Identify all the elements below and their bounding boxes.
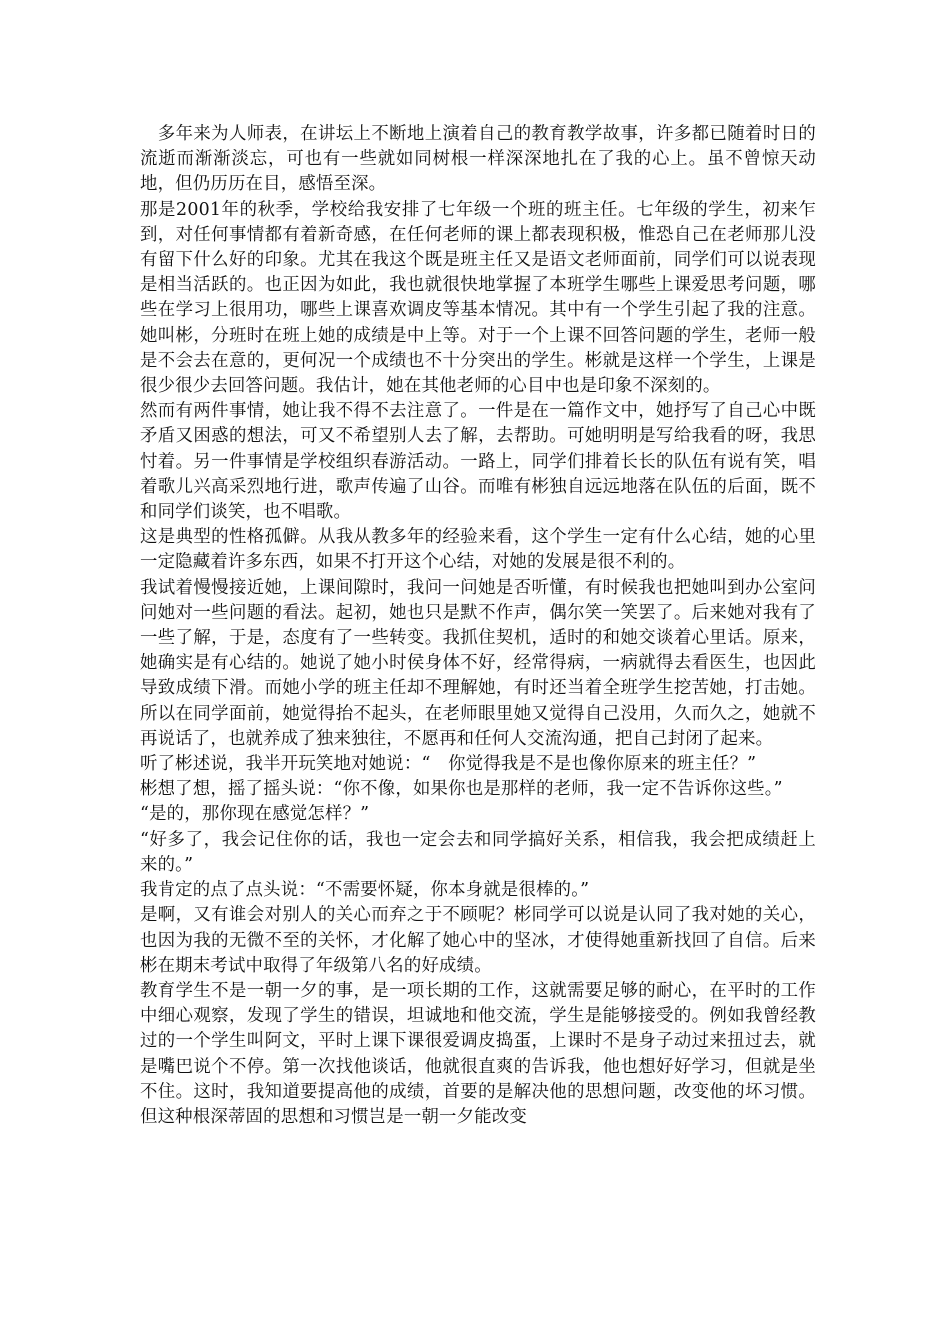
paragraph-dialogue-5: 我肯定的点了点头说：“不需要怀疑，你本身就是很棒的。” — [140, 880, 590, 901]
paragraph-patience: 教育学生不是一朝一夕的事，是一项长期的工作，这就需要足够的耐心，在平时的工作中细心观察，发现了学生的错误，坦诚地和他交流，学生是能够接受的。例如我曾经教过的一个学生叫阿文，平时上课下课很爱调皮捣蛋，上课时不是身子动过来扭过去，就是嘴巴说个不停。第一次找他谈话，他就很直爽的告诉我，他也想好好学习，但就是坐不住。这时，我知道要提高他的成绩，首要的是解决他的思想问题，改变他的坏习惯。但这种根深蒂固的思想和习惯岂是一朝一夕能改变 — [140, 980, 816, 1127]
paragraph-two-events: 然而有两件事情，她让我不得不去注意了。一件是在一篇作文中，她抒写了自己心中既矛盾又困惑的想法，可又不希望别人去了解，去帮助。可她明明是写给我看的呀，我思忖着。另一件事情是学校组织春游活动。一路上，同学们排着长长的队伍有说有笑，唱着歌儿兴高采烈地行进，歌声传遍了山谷。而唯有彬独自远远地落在队伍的后面，既不和同学们谈笑，也不唱歌。 — [140, 401, 816, 523]
paragraph-intro: 多年来为人师表，在讲坛上不断地上演着自己的教育教学故事，许多都已随着时日的流逝而渐渐淡忘，可也有一些就如同树根一样深深地扎在了我的心上。虽不曾惊天动地，但仍历历在目，感悟至深。 — [140, 124, 816, 195]
paragraph-dialogue-4: “好多了，我会记住你的话，我也一定会去和同学搞好关系，相信我，我会把成绩赶上来的。” — [140, 829, 816, 875]
paragraph-reflection: 是啊，又有谁会对别人的关心而弃之于不顾呢？彬同学可以说是认同了我对她的关心，也因为我的无微不至的关怀，才化解了她心中的坚冰，才使得她重新找回了自信。后来彬在期末考试中取得了年级第八名的好成绩。 — [140, 905, 816, 976]
paragraph-dialogue-3: “是的，那你现在感觉怎样？” — [140, 804, 370, 825]
paragraph-autumn-2001: 那是2001年的秋季，学校给我安排了七年级一个班的班主任。七年级的学生，初来乍到，对任何事情都有着新奇感，在任何老师的课上都表现积极，惟恐自己在老师那儿没有留下什么好的印象。尤其在我这个既是班主任又是语文老师面前，同学们可以说表现是相当活跃的。也正因为如此，我也就很快地掌握了本班学生哪些上课爱思考问题，哪些在学习上很用功，哪些上课喜欢调皮等基本情况。其中有一个学生引起了我的注意。她叫彬，分班时在班上她的成绩是中上等。对于一个上课不回答问题的学生，老师一般是不会去在意的，更何况一个成绩也不十分突出的学生。彬就是这样一个学生，上课是很少很少去回答问题。我估计，她在其他老师的心目中也是印象不深刻的。 — [140, 199, 816, 397]
paragraph-approach: 我试着慢慢接近她，上课间隙时，我问一问她是否听懂，有时候我也把她叫到办公室问问她对一些问题的看法。起初，她也只是默不作声，偶尔笑一笑罢了。后来她对我有了一些了解，于是，态度有了一些转变。我抓住契机，适时的和她交谈着心里话。原来，她确实是有心结的。她说了她小时侯身体不好，经常得病，一病就得去看医生，也因此导致成绩下滑。而她小学的班主任却不理解她，有时还当着全班学生挖苦她，打击她。所以在同学面前，她觉得抬不起头，在老师眼里她又觉得自己没用，久而久之，她就不再说话了，也就养成了独来独往，不愿再和任何人交流沟通，把自己封闭了起来。 — [140, 577, 816, 749]
paragraph-dialogue-1: 听了彬述说，我半开玩笑地对她说：“ 你觉得我是不是也像你原来的班主任？” — [140, 754, 757, 775]
paragraph-lonely-personality: 这是典型的性格孤僻。从我从教多年的经验来看，这个学生一定有什么心结，她的心里一定隐藏着许多东西，如果不打开这个心结，对她的发展是很不利的。 — [140, 527, 816, 573]
paragraph-dialogue-2: 彬想了想，摇了摇头说：“你不像，如果你也是那样的老师，我一定不告诉你这些。” — [140, 779, 783, 800]
document-body — [140, 122, 816, 1130]
